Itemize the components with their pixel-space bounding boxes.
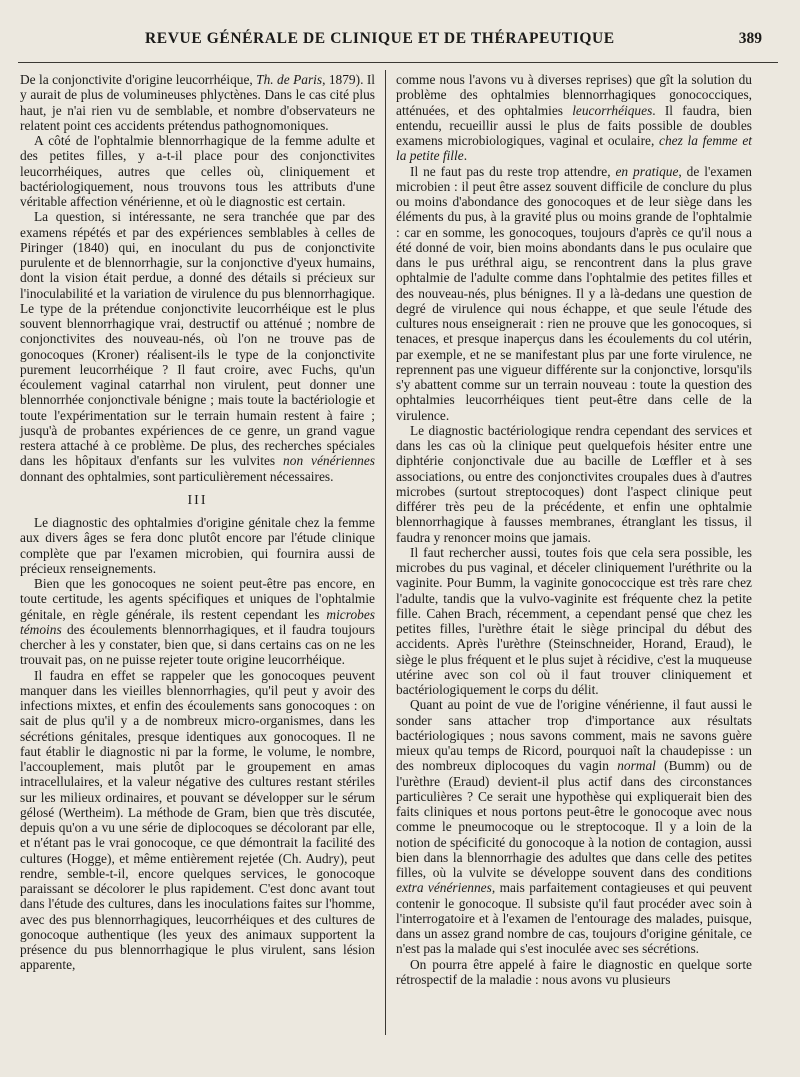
paragraph: A côté de l'ophtalmie blennorrhagique de la femme adulte et des petites filles, y a-t-il place pour des conjonctivites leucorrhéiques, autres que celles où, cliniquement et bactériologiquement, nous trouvons tous les attributs d'une véritable affection vénérienne, et où le diagnostic est certain. xyxy=(20,133,375,209)
header-rule xyxy=(18,62,778,63)
paragraph: Il faut rechercher aussi, toutes fois que cela sera possible, les microbes du pus vaginal, et déceler cliniquement l'uréthrite ou la vaginite. Pour Bumm, la vaginite gonococcique est très rare chez l'adulte, tandis que la vulvo-vaginite est fréquente chez la petite fille. Cahen Brach, récemment, a cependant pensé que chez les petites filles, l'urèthre était le siège principal du début des accidents. Après l'urèthre (Steinschneider, Horand, Eraud), le siège le plus fréquent et le plus sujet à récidive, c'est la muqueuse utérine avec son col où il faut trouver cliniquement et bactériologiquement le corps du délit. xyxy=(396,544,752,697)
running-head xyxy=(0,30,800,52)
left-column xyxy=(20,72,375,973)
paragraph: Bien que les gonocoques ne soient peut-être pas encore, en toute certitude, les agents spécifiques et uniques de l'ophtalmie génitale, en règle générale, ils restent cependant les microbes témoins des écoulements blennorrhagiques, et il faudra toujours chercher à les y constater, bien que, si dans certains cas on ne les trouvait pas, on ne puisse rejeter toute origine leucorrhéique. xyxy=(20,576,375,668)
right-column xyxy=(396,72,752,987)
column-divider xyxy=(385,70,386,1035)
page-number: 389 xyxy=(738,30,762,47)
paragraph: Le diagnostic des ophtalmies d'origine génitale chez la femme aux divers âges se fera donc plutôt encore par l'étude clinique complète que par l'examen microbien, qui fournira aussi de précieux renseignements. xyxy=(20,515,375,576)
paragraph: On pourra être appelé à faire le diagnostic en quelque sorte rétrospectif de la maladie : nous avons vu plusieurs xyxy=(396,956,752,987)
paragraph: Il faudra en effet se rappeler que les gonocoques peuvent manquer dans les vieilles blennorrhagies, qu'il peut y avoir des infections mixtes, et enfin des écoulements sans gonocoques : on sait de plus qu'il y a de nombreux micro-organismes, dans les sécrétions génitales, presque identiques aux gonocoques. Il ne faut établir le diagnostic ni par la forme, le volume, le nombre, l'accouplement, mais plutôt par le groupement en amas intracellulaires, et la valeur négative des cultures restant stériles sur les milieux ordinaires, et pouvant se développer sur le sérum gélosé (Wertheim). La méthode de Gram, bien que très discutée, depuis qu'on a vu une série de diplocoques se décolorant par elle, et n'étant pas le vrai gonocoque, ce que démontrait la facilité des cultures (Hogge), et même entièrement rejetée (Ch. Audry), peut rendre, semble-t-il, encore quelques services, le gonocoque paraissant se décolorer le plus rapidement. C'est donc avant tout dans l'étude des cultures, dans les inoculations faites sur l'homme, avec des pus blennorrhagiques, leucorrhéiques et des cultures de gonocoque authentique (les yeux des animaux supportent la présence du pus blennorrhagique le plus virulent, sans lésion apparente, xyxy=(20,667,375,973)
running-title: REVUE GÉNÉRALE DE CLINIQUE ET DE THÉRAPEUTIQUE xyxy=(145,30,615,47)
paragraph: Le diagnostic bactériologique rendra cependant des services et dans les cas où la clinique peut quelquefois hésiter entre une diphtérie conjonctivale due au bacille de Lœffler et à ses associations, ou entre des conjonctivites croupales dues à d'autres microbes (surtout streptocoques) dont l'aspect clinique peut différer très peu de la précédente, et enfin une ophtalmie blennorrhagique à fausses membranes, étranglant les tissus, il faudra y renoncer moins que jamais. xyxy=(396,422,752,545)
paragraph: comme nous l'avons vu à diverses reprises) que gît la solution du problème des ophtalmies blennorrhagiques gonococciques, atténuées, et des ophtalmies leucorrhéiques. Il faudra, bien entendu, recueillir aussi le plus de faits possible de doubles examens microbiologiques, vaginal et oculaire, chez la femme et la petite fille. xyxy=(396,72,752,164)
paragraph: De la conjonctivite d'origine leucorrhéique, Th. de Paris, 1879). Il y aurait de plus de volumineuses phlyctènes. Dans le cas cité plus haut, je n'ai rien vu de semblable, et nombre d'observateurs ne relatent point ces accidents prétendus pathognomoniques. xyxy=(20,72,375,133)
paragraph: Quant au point de vue de l'origine vénérienne, il faut aussi le sonder sans attacher trop d'importance aux résultats bactériologiques ; nous savons comment, mais ne savons guère mieux qu'au temps de Ricord, pourquoi naît la chaudepisse : un des nombreux diplocoques du vagin normal (Bumm) ou de l'urèthre (Eraud) devient-il plus actif dans des circonstances particulières ? Ce serait une hypothèse qui expliquerait bien des faits cliniques et nous portons peut-être le gonocoque avec nous comme le pneumocoque ou le streptocoque. Il y a loin de la notion de spécificité du gonocoque à la notion de contagion, aussi bien dans la blennorrhagie des adultes que dans celle des petites filles, où la vulvite se développe souvent dans des conditions extra vénériennes, mais parfaitement contagieuses et qui peuvent contenir le gonocoque. Il subsiste qu'il faut procéder avec soin à l'interrogatoire et à l'examen de l'entourage des malades, puisque, dans un assez grand nombre de cas, toujours d'origine génitale, ce n'est pas la malade qui s'est inoculée avec ses sécrétions. xyxy=(396,697,753,957)
paragraph: La question, si intéressante, ne sera tranchée que par des examens répétés et par des expériences semblables à celles de Piringer (1840) qui, en inoculant du pus de conjonctivite purulente et de blennorrhagie, sur la conjonctive d'yeux humains, dont la vision était perdue, a donné des détails si précieux sur l'inoculabilité et la variation de virulence du pus blennorrhagique. Le type de la prétendue conjonctivite leucorrhéique est le plus souvent blennorrhagique vrai, destructif ou atténué ; nombre de conjonctivites des nouveau-nés, où l'on ne trouve pas de gonocoques (Kroner) réalisent-ils le type de la conjonctivite purement leucorrhéique ? Il faut croire, avec Fuchs, qu'un écoulement vaginal catarrhal non virulent, peut donner une blennorrhée conjonctivale bénigne ; mais toute la bactériologie et toute l'expérimentation sur le terrain humain restent à faire ; jusqu'à de probantes expériences de ce genre, un grand vague restera attaché à ce problème. De plus, des recherches spéciales dans les hôpitaux d'enfants sur les vulvites non vénériennes donnant des ophtalmies, sont particulièrement nécessaires. xyxy=(20,209,375,484)
paragraph: Il ne faut pas du reste trop attendre, en pratique, de l'examen microbien : il peut être assez souvent difficile de conclure du plus ou moins d'abondance des gonocoques et de leur siège dans les éléments du pus, à la gravité plus ou moins grande de l'ophtalmie : car en somme, les gonocoques, toujours d'après ce qu'il nous a été donné de voir, bien moins abondants dans le pus oculaire que dans le pus uréthral aigu, se rencontrent dans la plus grave ophtalmie de l'adulte comme dans l'ophtalmie des petites filles et des nouveau-nés, plus bénignes. Il y a là-dedans une question de degré de virulence qui nous échappe, et que seule l'étude des cultures nous enseignerait : rien ne prouve que les gonocoques, si tenaces, et presque inaperçus dans les écoulements du col utérin, par exemple, et ne se manifestant plus par une forte virulence, ne reprennent pas une vigueur différente sur la conjonctive, lorsqu'ils s'y abattent comme sur un terrain nouveau : toute la question des ophtalmies leucorrhéiques tient peut-être dans celle de la virulence. xyxy=(396,163,752,423)
section-heading: III xyxy=(187,492,208,508)
